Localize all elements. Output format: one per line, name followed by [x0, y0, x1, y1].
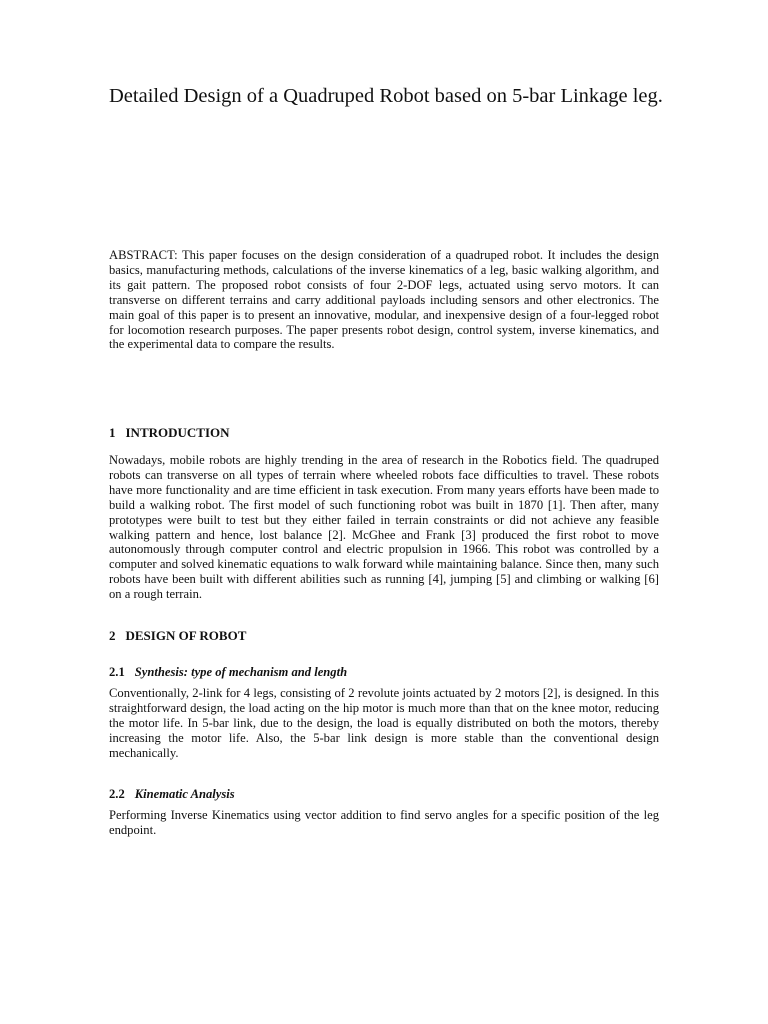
- subsection-number: 2.2: [109, 787, 125, 801]
- subsection-number: 2.1: [109, 665, 125, 679]
- kinematic-paragraph: Performing Inverse Kinematics using vector addition to find servo angles for a specific position of the leg endpoint.: [109, 808, 659, 837]
- paper-title: Detailed Design of a Quadruped Robot based on 5-bar Linkage leg.: [109, 85, 663, 107]
- subsection-heading-kinematic: [109, 787, 235, 802]
- section-title: INTRODUCTION: [125, 425, 230, 440]
- abstract-paragraph: ABSTRACT: This paper focuses on the design consideration of a quadruped robot. It includes the design basics, manufacturing methods, calculations of the inverse kinematics of a leg, basic walking algorithm, and its gait pattern. The proposed robot consists of four 2-DOF legs, actuated using servo motors. It can transverse on different terrains and carry additional payloads including sensors and other electronics. The main goal of this paper is to present an innovative, modular, and inexpensive design of a four-legged robot for locomotion research purposes. The paper presents robot design, control system, inverse kinematics, and the experimental data to compare the results.: [109, 248, 659, 352]
- section-heading-design: [109, 628, 246, 643]
- subsection-title: Synthesis: type of mechanism and length: [134, 665, 348, 679]
- subsection-heading-synthesis: [109, 665, 347, 680]
- section-heading-introduction: [109, 425, 230, 440]
- section-number: 1: [109, 425, 116, 440]
- introduction-paragraph: Nowadays, mobile robots are highly trending in the area of research in the Robotics field. The quadruped robots can transverse on all types of terrain where wheeled robots face difficulties to travel. These robots have more functionality and are time efficient in task execution. From many years efforts have been made to build a walking robot. The first model of such functioning robot was built in 1870 [1]. Then after, many prototypes were built to test but they either failed in terrain constraints or did not achieve any feasible walking pattern and hence, lost balance [2]. McGhee and Frank [3] produced the first robot to move autonomously through computer control and electric propulsion in 1966. This robot was controlled by a computer and solved kinematic equations to walk forward while maintaining balance. Since then, many such robots have been built with different abilities such as running [4], jumping [5] and climbing or walking [6] on a rough terrain.: [109, 453, 659, 602]
- section-title: DESIGN OF ROBOT: [125, 628, 247, 643]
- subsection-title: Kinematic Analysis: [134, 787, 235, 801]
- synthesis-paragraph: Conventionally, 2-link for 4 legs, consisting of 2 revolute joints actuated by 2 motors [2], is designed. In this straightforward design, the load acting on the hip motor is much more than that on the knee motor, reducing the motor life. In 5-bar link, due to the design, the load is equally distributed on both the motors, thereby increasing the motor life. Also, the 5-bar link design is more stable than the conventional design mechanically.: [109, 686, 659, 760]
- section-number: 2: [109, 628, 116, 643]
